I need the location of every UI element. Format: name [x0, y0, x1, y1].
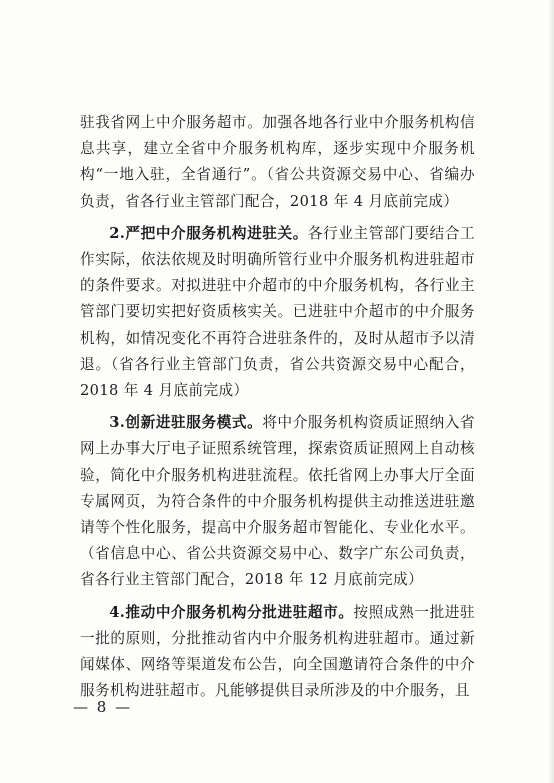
- body-text: [80, 110, 475, 704]
- paragraph-text: 驻我省网上中介服务超市。加强各地各行业中介服务机构信息共享，建立全省中介服务机构库，逐步实现中介服务机构“一地入驻，全省通行”。（省公共资源交易中心、省编办负责，省各行业主管部门配合，2018 年 4 月底前完成）: [80, 114, 475, 210]
- paragraph-text: 各行业主管部门要结合工作实际，依法依规及时明确所管行业中介服务机构进驻超市的条件要求。对拟进驻中介超市的中介服务机构，各行业主管部门要切实把好资质核实关。已进驻中介超市的中介服务机构，如情况变化不再符合进驻条件的，及时从超市予以清退。（省各行业主管部门负责，省公共资源交易中心配合，2018 年 4 月底前完成）: [80, 224, 475, 400]
- paragraph-continuation: [80, 110, 475, 215]
- item-heading: 3.创新进驻服务模式。: [109, 414, 263, 432]
- item-heading: 2.严把中介服务机构进驻关。: [109, 224, 308, 242]
- paragraph-item-3: [80, 410, 475, 593]
- scan-edge-shadow: [548, 0, 554, 783]
- paragraph-text: 按照成熟一批进驻一批的原则，分批推动省内中介服务机构进驻超市。通过新闻媒体、网络等渠道发布公告，向全国邀请符合条件的中介服务机构进驻超市。凡能够提供目录所涉及的中介服务，且: [80, 603, 475, 700]
- paragraph-item-2: [80, 221, 475, 404]
- paragraph-text: 将中介服务机构资质证照纳入省网上办事大厅电子证照系统管理，探索资质证照网上自动核验，简化中介服务机构进驻流程。依托省网上办事大厅全面专属网页，为符合条件的中介服务机构提供主动推送进驻邀请等个性化服务，提高中介服务超市智能化、专业化水平。（省信息中心、省公共资源交易中心、数字广东公司负责，省各行业主管部门配合，2018 年 12 月底前完成）: [80, 414, 475, 589]
- item-heading: 4.推动中介服务机构分批进驻超市。: [109, 603, 354, 621]
- paragraph-item-4: [80, 600, 475, 705]
- page-number: — 8 —: [73, 698, 133, 716]
